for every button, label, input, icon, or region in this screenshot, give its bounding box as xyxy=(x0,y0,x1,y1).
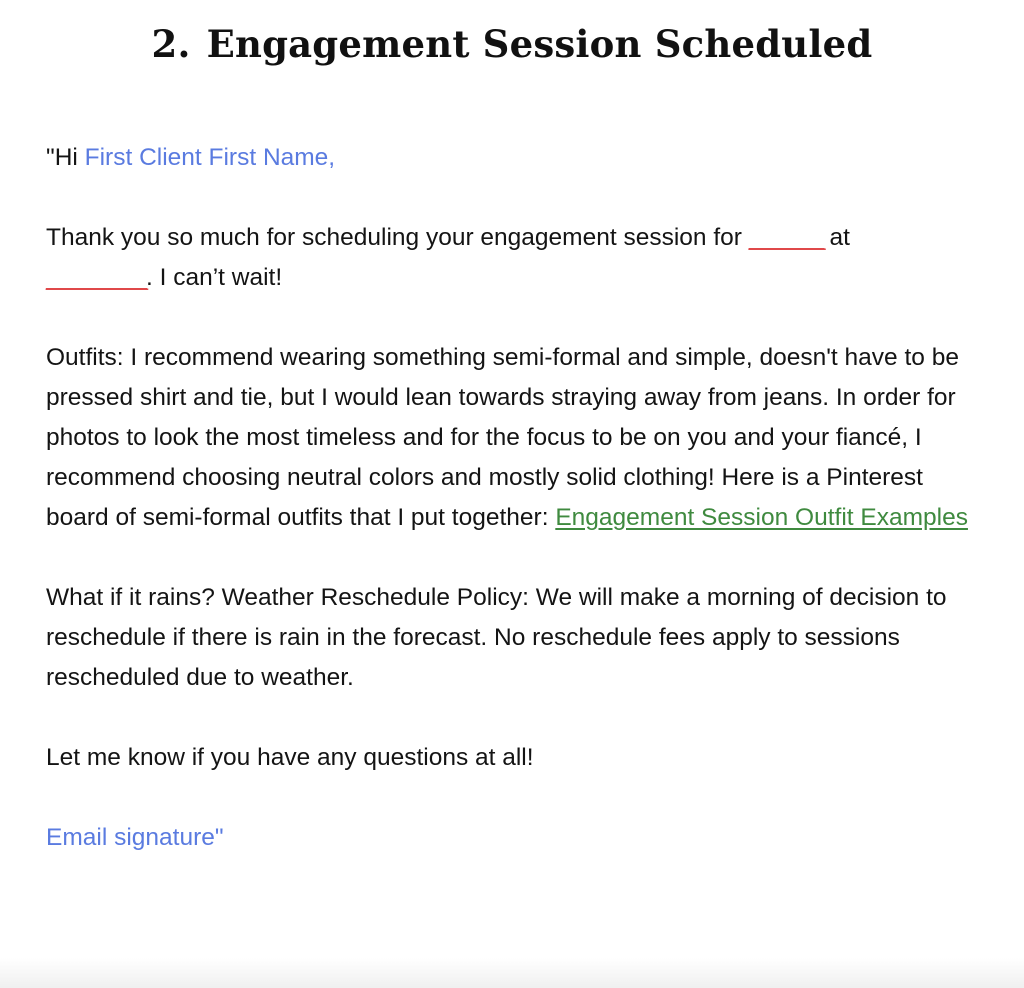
section-title: Engagement Session Scheduled xyxy=(206,22,873,66)
closing-paragraph xyxy=(46,738,976,778)
confirmation-text-after: . I can’t wait! xyxy=(146,264,283,291)
client-name-placeholder: First Client First Name, xyxy=(84,144,336,171)
date-blank: ______ xyxy=(748,224,825,251)
email-template-body xyxy=(46,138,976,858)
confirmation-paragraph xyxy=(46,218,976,298)
bottom-shadow xyxy=(0,958,1024,988)
greeting-prefix: "Hi xyxy=(46,144,85,171)
page-title xyxy=(0,18,1024,70)
closing-text: Let me know if you have any questions at all! xyxy=(46,744,534,771)
greeting-paragraph xyxy=(46,138,976,178)
confirmation-text-middle: at xyxy=(822,224,850,251)
signature-paragraph xyxy=(46,818,976,858)
outfits-text: Outfits: I recommend wearing something semi-formal and simple, doesn't have to be pressed shirt and tie, but I would lean towards straying away from jeans. In order for photos to look the most timeless and for the focus to be on you and your fiancé, I recommend choosing neutral colors and mostly solid clothing! Here is a Pinterest board of semi-formal outfits that I put together: xyxy=(46,344,959,531)
outfit-examples-link[interactable]: Engagement Session Outfit Examples xyxy=(555,504,968,531)
email-signature-placeholder: Email signature" xyxy=(46,824,224,851)
weather-paragraph xyxy=(46,578,976,698)
confirmation-text-before: Thank you so much for scheduling your engagement session for xyxy=(46,224,749,251)
outfits-paragraph xyxy=(46,338,976,538)
time-blank: ________ xyxy=(46,264,148,291)
section-number: 2. xyxy=(151,22,191,66)
weather-text: What if it rains? Weather Reschedule Policy: We will make a morning of decision to reschedule if there is rain in the forecast. No reschedule fees apply to sessions rescheduled due to weather. xyxy=(46,584,947,691)
